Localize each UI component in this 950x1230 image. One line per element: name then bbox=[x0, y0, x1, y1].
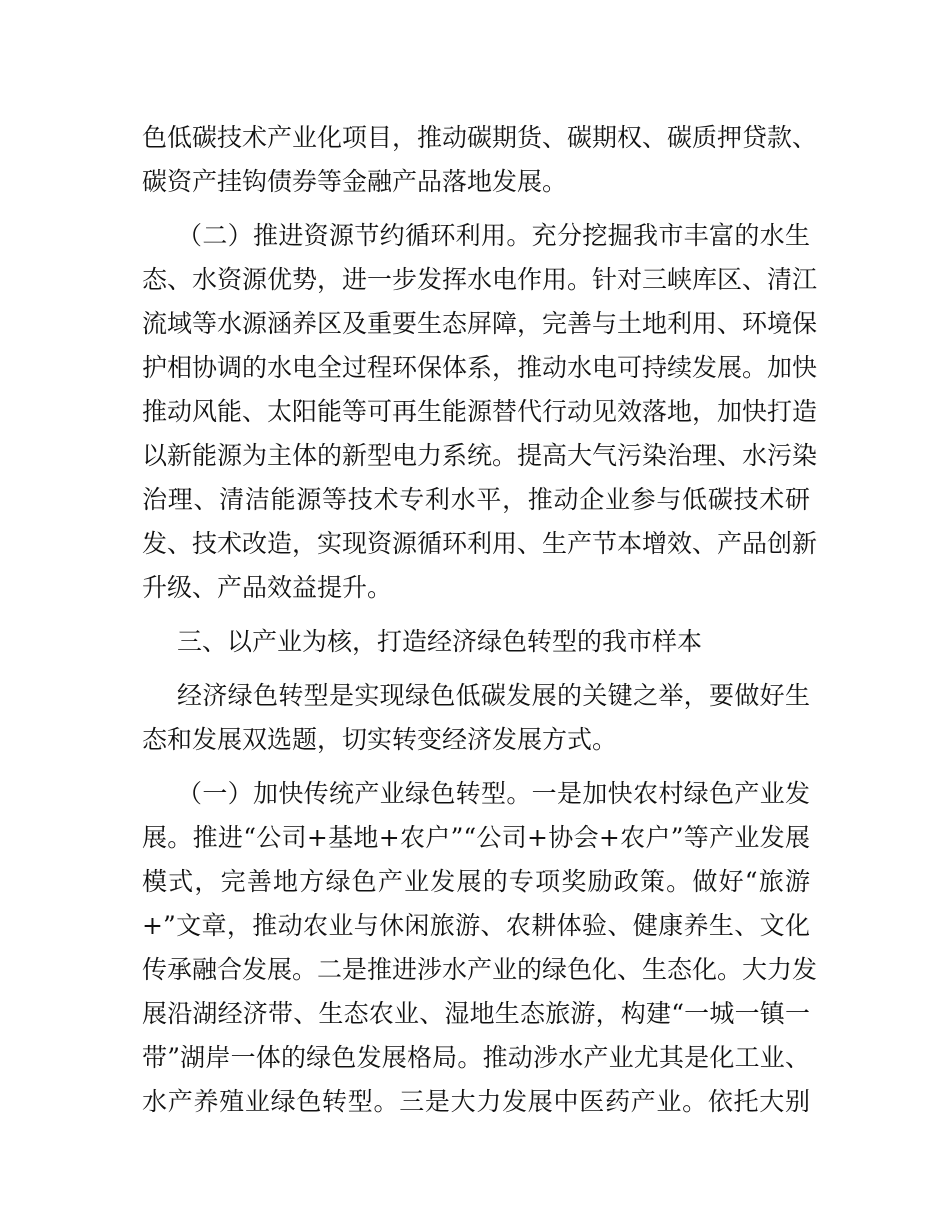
text-line-19: 传承融合发展。二是推进涉水产业的绿色化、生态化。大力发 bbox=[142, 955, 818, 984]
text-line-10: 发、技术改造，实现资源循环利用、生产节本增效、产品创新 bbox=[142, 529, 818, 558]
text-line-6: 护相协调的水电全过程环保体系，推动水电可持续发展。加快 bbox=[142, 353, 818, 382]
text-line-14: 态和发展双选题，切实转变经济发展方式。 bbox=[142, 725, 618, 754]
text-line-16: 展。推进“公司+基地+农户”“公司+协会+农户”等产业发展 bbox=[142, 823, 810, 852]
text-line-18: +”文章，推动农业与休闲旅游、农耕体验、健康养生、文化 bbox=[142, 911, 810, 940]
text-line-13: 经济绿色转型是实现绿色低碳发展的关键之举，要做好生 bbox=[177, 681, 810, 710]
text-line-9: 治理、清洁能源等技术专利水平，推动企业参与低碳技术研 bbox=[142, 485, 810, 514]
text-line-17: 模式，完善地方绿色产业发展的专项奖励政策。做好“旅游 bbox=[142, 867, 810, 896]
text-line-4: 态、水资源优势，进一步发挥水电作用。针对三峡库区、清江 bbox=[142, 265, 818, 294]
text-line-3: （二）推进资源节约循环利用。充分挖掘我市丰富的水生 bbox=[177, 221, 810, 250]
text-line-8: 以新能源为主体的新型电力系统。提高大气污染治理、水污染 bbox=[142, 441, 818, 470]
text-line-22: 水产养殖业绿色转型。三是大力发展中医药产业。依托大别 bbox=[142, 1087, 810, 1116]
text-line-11: 升级、产品效益提升。 bbox=[142, 573, 393, 602]
text-line-21: 带”湖岸一体的绿色发展格局。推动涉水产业尤其是化工业、 bbox=[142, 1043, 810, 1072]
section-heading: 三、以产业为核，打造经济绿色转型的我市样本 bbox=[177, 627, 703, 656]
text-line-20: 展沿湖经济带、生态农业、湿地生态旅游，构建“一城一镇一 bbox=[142, 999, 810, 1028]
text-line-15: （一）加快传统产业绿色转型。一是加快农村绿色产业发 bbox=[177, 779, 810, 808]
text-line-1: 色低碳技术产业化项目，推动碳期货、碳期权、碳质押贷款、 bbox=[142, 123, 818, 152]
text-line-7: 推动风能、太阳能等可再生能源替代行动见效落地，加快打造 bbox=[142, 397, 818, 426]
text-line-5: 流域等水源涵养区及重要生态屏障，完善与土地利用、环境保 bbox=[142, 309, 818, 338]
text-line-2: 碳资产挂钩债券等金融产品落地发展。 bbox=[142, 167, 568, 196]
